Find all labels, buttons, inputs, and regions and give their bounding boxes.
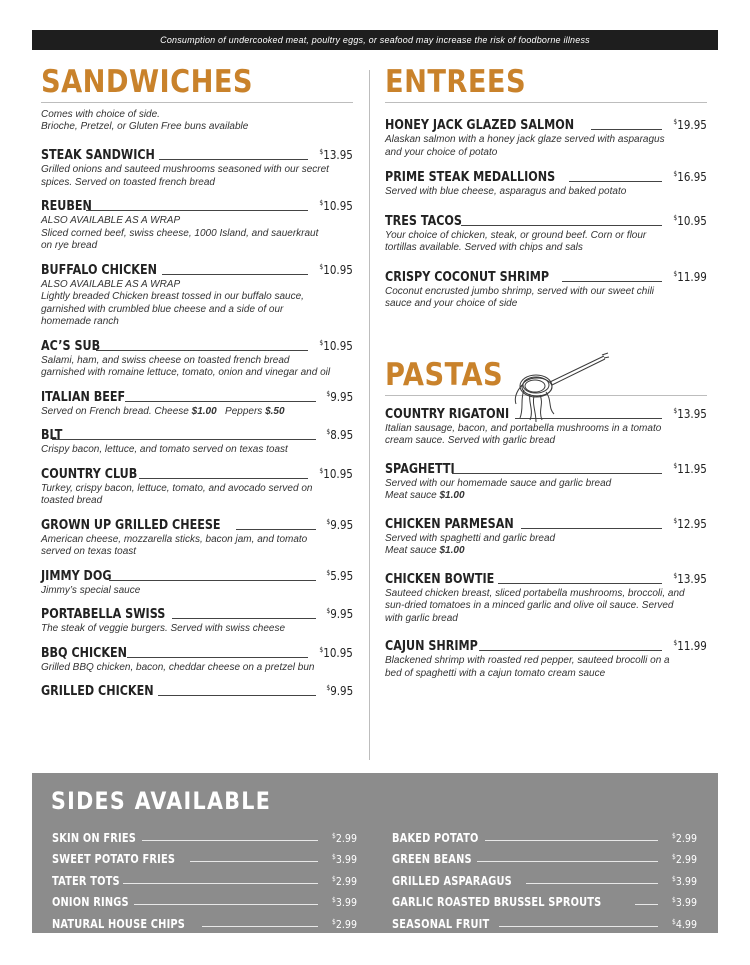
item-price: $10.95	[319, 262, 353, 277]
sides-right-column	[392, 823, 697, 931]
menu-item	[385, 117, 707, 159]
item-price: $10.95	[673, 213, 707, 228]
menu-item	[41, 517, 353, 559]
item-name: BUFFALO CHICKEN	[41, 262, 157, 278]
item-name: PORTABELLA SWISS	[41, 607, 166, 622]
side-item: SEASONAL FRUIT $4.99	[392, 916, 697, 931]
item-description: Alaskan salmon with a honey jack glaze served with asparagus and your choice of potato	[385, 134, 665, 158]
menu-item	[385, 516, 707, 558]
leader-line	[479, 650, 662, 651]
item-name: ITALIAN BEEF	[41, 389, 126, 405]
item-name: REUBEN	[41, 199, 92, 214]
item-price: $11.95	[673, 461, 707, 476]
item-price: $11.99	[673, 269, 707, 284]
fork-spaghetti-icon	[510, 352, 610, 424]
leader-line	[109, 580, 316, 581]
item-price: $19.95	[673, 118, 707, 132]
menu-item	[41, 466, 353, 508]
sides-title: SIDES AVAILABLE	[51, 787, 272, 815]
title-rule	[41, 102, 353, 103]
item-name: PRIME STEAK MEDALLIONS	[385, 170, 556, 185]
item-note: ALSO AVAILABLE AS A WRAP	[41, 278, 181, 290]
menu-item	[41, 389, 353, 419]
item-description: Sauteed chicken breast, sliced portabella mushrooms, broccoli, and sun-dried tomatoes in a minced garlic and olive oil sauce. Served with garlic bread	[385, 587, 685, 624]
leader-line	[162, 274, 308, 275]
item-price: $9.95	[326, 684, 353, 698]
leader-line	[562, 281, 662, 282]
intro-line: Brioche, Pretzel, or Gluten Free buns available	[41, 121, 249, 132]
item-name: AC’S SUB	[41, 338, 101, 354]
item-description: Served with blue cheese, asparagus and baked potato	[385, 186, 627, 197]
item-description: Sliced corned beef, swiss cheese, 1000 Island, and sauerkraut on rye bread	[41, 227, 319, 251]
item-name: GROWN UP GRILLED CHEESE	[41, 517, 221, 533]
item-extra: Meat sauce $1.00	[385, 490, 465, 501]
item-extra: Meat sauce $1.00	[385, 545, 465, 556]
item-price: $10.95	[319, 199, 353, 213]
menu-item	[41, 198, 353, 253]
foodborne-illness-notice: Consumption of undercooked meat, poultry eggs, or seafood may increase the risk of foodborne illness	[32, 30, 718, 50]
intro-line: Comes with choice of side.	[41, 109, 160, 120]
item-description: Your choice of chicken, steak, or ground beef. Corn or flour tortillas available. Served with chips and sals	[385, 229, 647, 253]
column-divider	[369, 70, 370, 760]
side-item: TATER TOTS $2.99	[52, 873, 357, 888]
item-price: $13.95	[319, 148, 353, 162]
side-item: SWEET POTATO FRIES $3.99	[52, 852, 357, 866]
leader-line	[96, 350, 308, 351]
item-description: Turkey, crispy bacon, lettuce, tomato, and avocado served on toasted bread	[41, 482, 313, 506]
item-description: Blackened shrimp with roasted red pepper, sauteed brocolli on a bed of spaghetti with a cajun tomato cream sauce	[385, 655, 670, 679]
menu-item	[41, 645, 353, 675]
item-price: $8.95	[326, 428, 353, 442]
item-description: Grilled BBQ chicken, bacon, cheddar cheese on a pretzel bun	[41, 661, 315, 673]
item-price: $16.95	[673, 170, 707, 184]
side-item: SKIN ON FRIES $2.99	[52, 830, 357, 845]
item-description: Served with our homemade sauce and garlic bread	[385, 477, 612, 489]
sandwiches-intro	[41, 109, 353, 133]
item-description: Jimmy’s special sauce	[41, 584, 141, 596]
menu-item	[41, 262, 353, 329]
menu-item	[41, 147, 353, 189]
entrees-title: ENTREES	[385, 64, 527, 100]
menu-item	[41, 568, 353, 598]
side-item: BAKED POTATO $2.99	[392, 830, 697, 845]
side-item: GRILLED ASPARAGUS $3.99	[392, 873, 697, 888]
item-name: CHICKEN BOWTIE	[385, 571, 495, 587]
item-name: CAJUN SHRIMP	[385, 639, 478, 654]
sides-section	[32, 773, 718, 933]
leader-line	[52, 439, 316, 440]
side-item: GARLIC ROASTED BRUSSEL SPROUTS $3.99	[392, 895, 697, 909]
item-price: $10.95	[319, 338, 353, 353]
menu-item	[385, 269, 707, 311]
sandwiches-section	[41, 62, 353, 700]
item-description: Crispy bacon, lettuce, and tomato served on texas toast	[41, 444, 288, 455]
leader-line	[498, 583, 662, 584]
leader-line	[158, 695, 316, 696]
item-price: $10.95	[319, 466, 353, 481]
item-price: $9.95	[326, 389, 353, 404]
leader-line	[236, 529, 316, 530]
leader-line	[139, 478, 308, 479]
item-description: Coconut encrusted jumbo shrimp, served with our sweet chili sauce and your choice of side	[385, 285, 655, 309]
item-price: $13.95	[673, 406, 707, 421]
item-name: SPAGHETTI	[385, 461, 455, 477]
item-name: CHICKEN PARMESAN	[385, 516, 514, 532]
leader-line	[521, 528, 662, 529]
menu-item	[385, 571, 707, 626]
leader-line	[159, 159, 308, 160]
menu-item	[41, 338, 353, 380]
side-item: GREEN BEANS $2.99	[392, 852, 697, 866]
menu-item	[41, 683, 353, 700]
item-name: COUNTRY CLUB	[41, 466, 138, 482]
title-rule	[385, 102, 707, 103]
item-price: $9.95	[326, 517, 353, 532]
menu-item	[385, 638, 707, 680]
item-name: TRES TACOS	[385, 213, 462, 229]
leader-line	[569, 181, 662, 182]
item-description: The steak of veggie burgers. Served with swiss cheese	[41, 623, 286, 634]
pastas-title: PASTAS	[385, 356, 504, 393]
item-price: $5.95	[326, 568, 353, 583]
item-description: American cheese, mozzarella sticks, bacon jam, and tomato served on texas toast	[41, 533, 308, 557]
side-item: NATURAL HOUSE CHIPS $2.99	[52, 916, 357, 931]
menu-item	[41, 427, 353, 457]
sandwiches-title: SANDWICHES	[41, 64, 254, 100]
leader-line	[127, 657, 308, 658]
item-description: Served with spaghetti and garlic bread	[385, 532, 556, 544]
item-description: Italian sausage, bacon, and portabella mushrooms in a tomato cream sauce. Served with garlic bread	[385, 422, 662, 446]
leader-line	[86, 210, 308, 211]
item-name: HONEY JACK GLAZED SALMON	[385, 118, 575, 133]
menu-item	[385, 169, 707, 199]
item-description: Grilled onions and sauteed mushrooms seasoned with our secret spices. Served on toasted french bread	[41, 164, 329, 188]
side-item: ONION RINGS $3.99	[52, 895, 357, 909]
item-name: STEAK SANDWICH	[41, 148, 155, 163]
menu-item	[385, 213, 707, 255]
item-name: JIMMY DOG	[41, 568, 112, 584]
menu-item	[41, 606, 353, 636]
leader-line	[461, 225, 663, 226]
item-price: $12.95	[673, 516, 707, 531]
item-price: $11.99	[673, 639, 707, 653]
item-note: ALSO AVAILABLE AS A WRAP	[41, 215, 181, 226]
item-description: Served on French bread. Cheese $1.00 Peppers $.50	[41, 405, 285, 417]
item-name: BLT	[41, 428, 63, 443]
leader-line	[591, 129, 662, 130]
menu-item	[385, 461, 707, 503]
item-name: GRILLED CHICKEN	[41, 684, 154, 699]
leader-line	[452, 473, 662, 474]
sides-left-column	[52, 823, 357, 931]
item-description: Lightly breaded Chicken breast tossed in our buffalo sauce, garnished with crumbled blue cheese and a side of our homemade ranch	[41, 291, 304, 327]
leader-line	[172, 618, 316, 619]
item-name: CRISPY COCONUT SHRIMP	[385, 269, 550, 285]
item-name: COUNTRY RIGATONI	[385, 406, 510, 422]
item-price: $10.95	[319, 645, 353, 660]
item-price: $13.95	[673, 571, 707, 586]
item-name: BBQ CHICKEN	[41, 645, 128, 661]
item-description: Salami, ham, and swiss cheese on toasted french bread garnished with romaine lettuce, tomato, onion and vinegar and oil	[41, 354, 331, 378]
item-price: $9.95	[326, 607, 353, 621]
leader-line	[125, 401, 316, 402]
